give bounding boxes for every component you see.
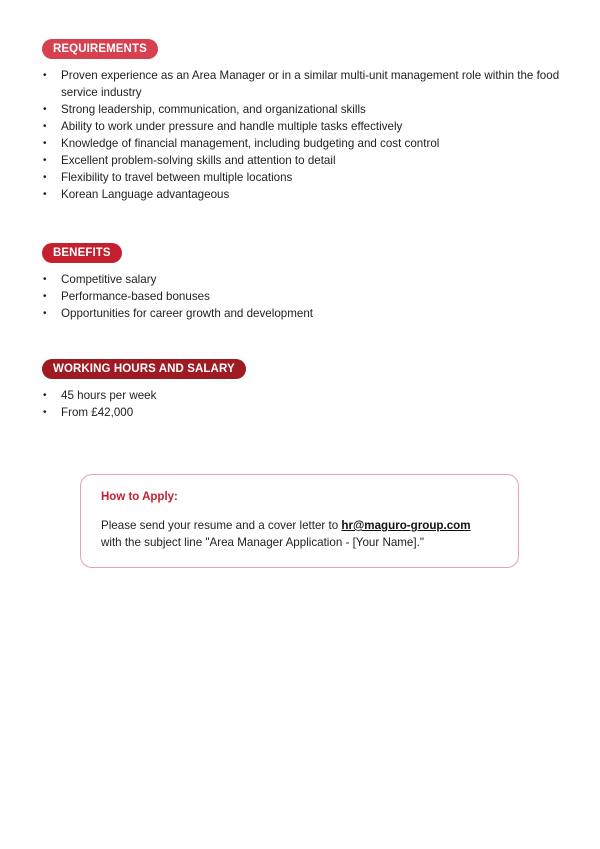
apply-email-link[interactable]: hr@maguro-group.com xyxy=(341,519,471,532)
bullet-icon: • xyxy=(43,172,47,183)
bullet-icon: • xyxy=(43,138,47,149)
benefits-section xyxy=(42,243,560,322)
list-item: • Excellent problem-solving skills and attention to detail xyxy=(43,154,336,167)
list-item: • Ability to work under pressure and handle multiple tasks effectively xyxy=(43,120,403,133)
requirements-section xyxy=(42,39,560,203)
requirements-list xyxy=(42,67,560,203)
bullet-icon: • xyxy=(43,291,47,302)
bullet-icon: • xyxy=(43,155,47,166)
bullet-icon: • xyxy=(43,70,47,81)
how-to-apply-box xyxy=(80,474,519,568)
list-item: • Strong leadership, communication, and organizational skills xyxy=(43,103,366,116)
list-item: • 45 hours per week xyxy=(43,389,157,402)
how-to-apply-title: How to Apply: xyxy=(101,491,178,503)
benefits-heading: BENEFITS xyxy=(42,243,122,263)
requirements-heading: REQUIREMENTS xyxy=(42,39,158,59)
list-item: • From £42,000 xyxy=(43,406,134,419)
bullet-icon: • xyxy=(43,189,47,200)
bullet-icon: • xyxy=(43,274,47,285)
how-to-apply-text xyxy=(101,517,498,551)
list-item: • Flexibility to travel between multiple locations xyxy=(43,171,293,184)
bullet-icon: • xyxy=(43,104,47,115)
list-item: • Opportunities for career growth and development xyxy=(43,307,313,320)
apply-text-before: Please send your resume and a cover letter to xyxy=(101,519,342,532)
working-hours-heading: WORKING HOURS AND SALARY xyxy=(42,359,246,379)
benefits-list xyxy=(42,271,560,322)
bullet-icon: • xyxy=(43,121,47,132)
working-hours-list xyxy=(42,387,560,421)
list-item: • Performance-based bonuses xyxy=(43,290,210,303)
list-item: • Knowledge of financial management, including budgeting and cost control xyxy=(43,137,440,150)
list-item: • Korean Language advantageous xyxy=(43,188,230,201)
list-item: • Competitive salary xyxy=(43,273,157,286)
bullet-icon: • xyxy=(43,308,47,319)
apply-text-after: with the subject line "Area Manager Application - [Your Name]." xyxy=(101,536,424,549)
list-item: • Proven experience as an Area Manager or in a similar multi-unit management role within the food service industry xyxy=(43,69,560,99)
working-hours-section xyxy=(42,359,560,421)
bullet-icon: • xyxy=(43,390,47,401)
bullet-icon: • xyxy=(43,407,47,418)
